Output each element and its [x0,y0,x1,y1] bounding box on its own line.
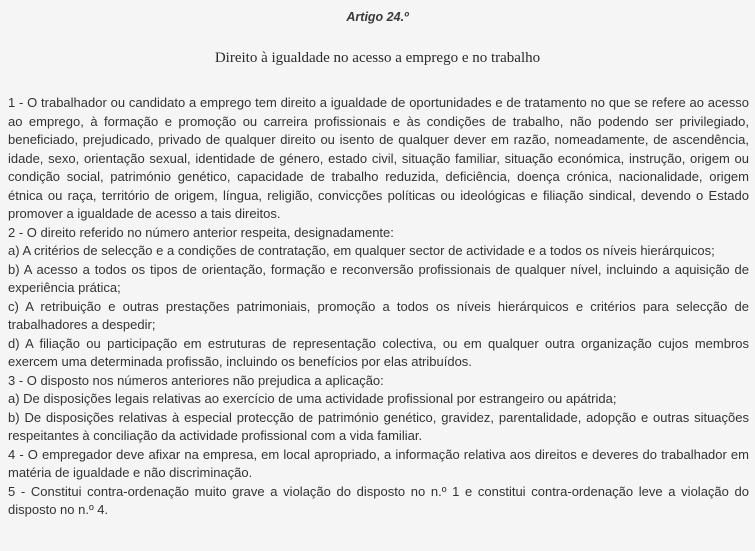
paragraph-3: 3 - O disposto nos números anteriores não prejudica a aplicação: [8,372,384,388]
paragraph-4: 4 - O empregador deve afixar na empresa, em local apropriado, a informação relativa aos direitos e deveres do trabalhador em matéria de igualdade e não discriminação. [8,446,749,480]
paragraph-1: 1 - O trabalhador ou candidato a emprego tem direito a igualdade de oportunidades e de tratamento no que se refere ao acesso ao emprego, à formação e promoção ou carreira profissionais e às condições de trabalho, não podendo ser privilegiado, beneficiado, prejudicado, privado de qualquer direito ou isento de qualquer dever em razão, nomeadamente, de ascendência, idade, sexo, orientação sexual, identidade de género, estado civil, situação familiar, situação económica, instrução, origem ou condição social, património genético, capacidade de trabalho reduzida, deficiência, doença crónica, nacionalidade, origem étnica ou raça, território de origem, língua, religião, convicções políticas ou ideológicas e filiação sindical, devendo o Estado promover a igualdade de acesso a tais direitos. [8,95,749,221]
paragraph-2a: a) A critérios de selecção e a condições de contratação, em qualquer sector de actividade e a todos os níveis hierárquicos; [8,243,715,258]
paragraph-3b: b) De disposições relativas à especial protecção de património genético, gravidez, parentalidade, adopção e outras situações respeitantes à conciliação da actividade profissional com a vida familiar. [8,409,749,443]
paragraph-2c: c) A retribuição e outras prestações patrimoniais, promoção a todos os níveis hierárquicos e critérios para selecção de trabalhadores a despedir; [8,298,749,332]
paragraph-2: 2 - O direito referido no número anterior respeita, designadamente: [8,224,394,240]
article-number: Artigo 24.º [346,10,409,24]
paragraph-5: 5 - Constitui contra-ordenação muito grave a violação do disposto no n.º 1 e constitui contra-ordenação leve a violação do disposto no n.º 4. [8,483,749,517]
article-body [8,94,749,520]
paragraph-2d: d) A filiação ou participação em estruturas de representação colectiva, ou em qualquer outra organização cujos membros exercem uma determinada profissão, incluindo os benefícios por elas atribuídos. [8,335,749,369]
paragraph-3a: a) De disposições legais relativas ao exercício de uma actividade profissional por estrangeiro ou apátrida; [8,391,617,406]
article-title: Direito à igualdade no acesso a emprego e no trabalho [214,50,541,66]
paragraph-2b: b) A acesso a todos os tipos de orientação, formação e reconversão profissionais de qualquer nível, incluindo a aquisição de experiência prática; [8,261,749,295]
